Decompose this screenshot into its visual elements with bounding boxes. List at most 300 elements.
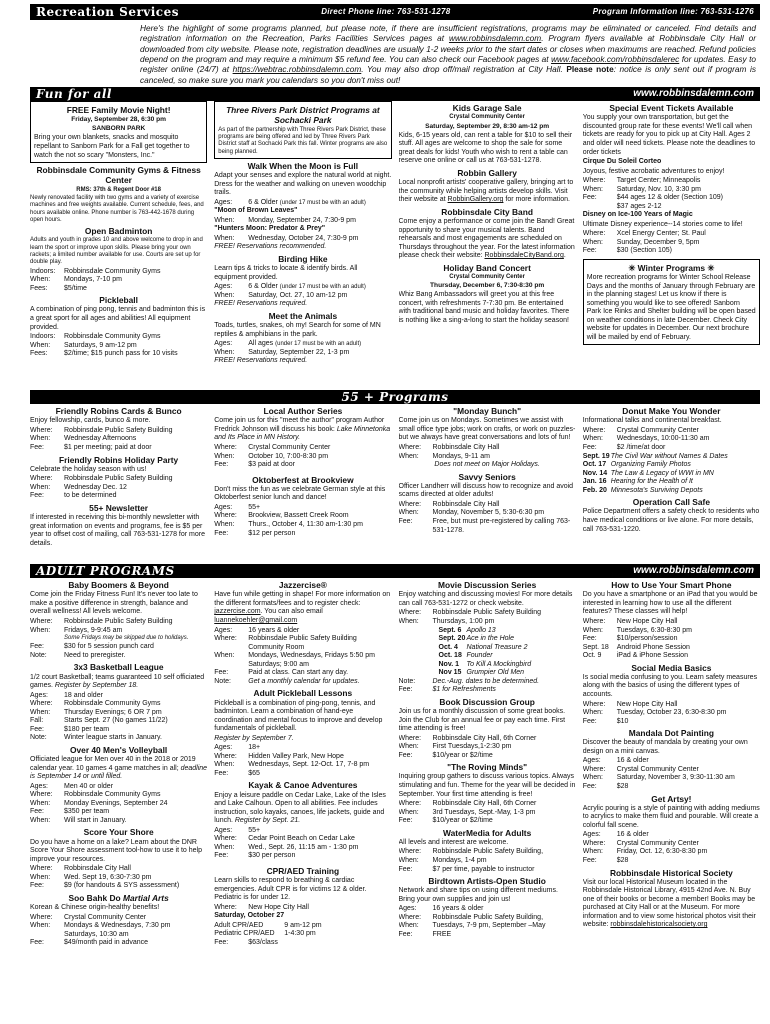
detail-row: Note: Dec.-Aug. dates to be determined. [398,677,540,685]
detail-row: Fee: $180 per team [30,725,110,733]
text: 6 & Older [248,198,278,206]
detail-row: Fee: $30 per person [214,852,296,860]
date-row: Oct. 18 Founder [438,652,493,660]
garage-sale-title: Kids Garage Sale [452,103,522,114]
text: (under 17 must be with an adult) [279,284,366,291]
header-banner [30,4,760,20]
detail-row: Ages: 18 and older [30,691,103,699]
ff-col-1 [30,404,207,564]
text: Baby Boomers & Beyond [68,580,169,591]
detail-row: Saturdays, 10:30 am [64,930,129,938]
detail-row: When: Monday Evenings, September 24 [30,799,168,807]
text: Friday, September 28, 6:30 pm [71,116,167,124]
text: Robbinsdale Historical Society [609,867,733,878]
text: Please note [566,64,614,75]
text: Movie Discussion Series [438,580,537,591]
detail-row: Where: Robbinsdale City Hall [398,500,500,508]
detail-row: Fee: Free, but must pre-registered by calling 763-531-1278. [398,517,571,534]
detail-row: Fee: $28 [582,856,629,864]
adult-programs-banner [30,564,760,578]
text: Saturday, September 22, 1-3 pm [248,348,350,356]
historical-society-link[interactable]: robbinsdalehistoricalsociety.org [610,921,708,929]
detail-rows [399,735,576,761]
date-table [583,453,760,496]
detail-rows [30,865,207,891]
badminton-title: Open Badminton [84,226,153,237]
detail-row: Adult CPR/AED 9 am-12 pm [214,921,322,929]
detail-row: When: Fridays, 9-9:45 am [30,626,123,634]
fun-col-1 [30,101,207,390]
text: Cirque Du Soleil Corteo [582,158,662,166]
detail-rows [30,618,207,635]
text: SANBORN PARK [91,125,146,133]
adult-col-2 [214,578,391,988]
detail-row: Where: Robbinsdale City Hall, 6th Corner [398,734,537,742]
detail-row: When: Tuesdays, 7-9 pm, September –May [398,922,546,930]
detail-row: When: Wednesdays, 10:00-11:30 am [582,435,710,443]
text: 6 & Older [248,283,278,291]
detail-row: Where: New Hope City Hall [214,903,309,911]
movie-night [30,101,207,163]
detail-rows [30,427,207,453]
fun-for-all-banner [30,87,760,101]
detail-row: When: Will start in January. [30,816,127,824]
detail-rows [214,504,391,538]
gyms-title: Robbinsdale Community Gyms & Fitness Center [36,165,201,186]
detail-rows [30,692,207,743]
detail-row: Oct. 9 iPad & iPhone Session [582,652,688,660]
band-title: Robbinsdale City Band [441,206,533,217]
text: FREE! Reservations recommended. [214,243,327,251]
detail-rows [583,177,760,211]
text: All ages [248,340,274,348]
detail-row: When: 3rd Tuesdays, Sept.-May, 1-3 pm [398,808,536,816]
detail-row: When: Saturdays, 9 am-12 pm [30,341,137,349]
webtrac-link[interactable]: https://webtrac.robbinsdalemn.com [232,64,362,75]
text: Donut Make You Wonder [622,406,721,417]
text: 1/2 court Basketball; teams guaranteed 10 self officiated games. [30,673,205,690]
detail-row: When: Mondays, 1-4 pm [398,856,487,864]
detail-row: Where: Robbinsdale Public Safety Building [214,635,357,643]
detail-rows [399,501,576,535]
text: deadline is September 14 or until filled. [30,764,208,781]
detail-rows [583,644,760,661]
detail-rows [214,922,391,939]
detail-row: When: Saturday, Nov. 10, 3:30 pm [582,185,701,193]
detail-row: Fee: $30 for 5 session punch card [30,643,154,651]
fun-heading: Fun for all [36,86,112,101]
date-row: Nov. 1 To Kill A Mockingbird [438,660,532,668]
detail-row: Where: Robbinsdale Public Safety Building, [398,913,544,921]
animals-title: Meet the Animals [268,310,338,321]
detail-row: Fee: $49/month paid in advance [30,939,149,947]
detail-row: When: Mondays, 7-10 pm [30,276,122,284]
detail-rows [214,904,391,913]
snowflake-icon: ✳ [707,262,715,273]
detail-row: Where: Crystal Community Center [582,765,699,773]
detail-row: Fee: $28 [582,783,629,790]
text: "Monday Bunch" [453,406,522,417]
date-row: Jan. 16 Hearing for the Health of It [582,478,693,486]
text: Joyous, festive acrobatic adventures to enjoy! [582,167,725,175]
text: Saturday, Oct. 27, 10 am-12 pm [248,291,348,299]
text: . You may also drop off/mail registration at City Hall. [361,64,567,75]
text: 55+ Newsletter [89,502,149,513]
fun-url: www.robbinsdalemn.com [633,88,754,100]
text: Thursday, December 6, 7:30-8:30 pm [430,282,545,290]
detail-row: Fee: $350 per team [30,808,110,816]
city-website-link[interactable]: www.robbinsdalemn.com [448,33,542,44]
detail-row: Fall: Starts Sept. 27 (No games 11/22) [30,717,168,725]
detail-row: Fee: $10/person/session [582,635,678,643]
detail-row: $37 ages 2-12 [616,202,662,210]
text: Register by September 7. [214,734,294,742]
detail-row: Fee: FREE [398,930,452,938]
ff-col-4 [583,404,760,564]
date-table [399,627,576,678]
detail-row: Fee: $30 (Section 105) [582,247,673,255]
detail-row: Fee: $1 per meeting; paid at door [30,444,152,451]
detail-row: Fee: Paid at class. Can start any day. [214,669,349,677]
text: Oktoberfest at Brookview [252,474,354,485]
text: Register by September 18. [54,682,139,690]
text: Toads, turtles, snakes, oh my! Search for some of MN reptiles & amphibians in the park. [214,322,381,338]
text: Celebrate the holiday season with us! [30,465,147,473]
special-events-title: Special Event Tickets Available [609,103,734,114]
ff-col-3 [399,404,576,564]
text: You supply your own transportation, but get the discounted group rate for these events! We'll call when tickets are ready for you to pick up at City Hall. Ages 2 and older will need tickets. Please note the deadlines to order tickets [582,114,756,156]
detail-rows [399,609,576,626]
detail-row: Note: Need to preregister. [30,651,126,659]
text: Visit our local Historical Museum located in the Robbinsdale Historical Library, 4915 42nd Ave. N. Buy one of their books or become a member! Books may be purchased at City Hall or at the Museum. For more information and to view some historical photos visit their website: [582,878,756,929]
detail-row: Where: Robbinsdale City Hall, 6th Corner [398,800,537,808]
text: Soo Bahk Do [68,892,121,903]
text: Adapt your senses and explore the natural world at night. Dress for the weather and walking on uneven woodchip trails. [214,172,392,197]
detail-rows [399,444,576,461]
detail-row: Fee: $65 [214,769,260,777]
detail-row: When: Mondays, Wednesdays, Fridays 5:50 pm [214,652,375,660]
date-row: Nov 15 Grumpier Old Men [438,669,525,677]
detail-row: When: Monday, November 5, 5:30-6:30 pm [398,509,545,517]
text: RMS: 37th & Regent Door #18 [76,186,161,193]
text: Officiated league for Men over 40 in the 2018 or 2019 calendar year. 10 games 4 game matches in all; [30,756,196,772]
detail-row: Community Room [248,643,305,651]
detail-row: Fee: $10 [582,717,629,725]
detail-row: Indoors: Robbinsdale Community Gyms [30,333,161,341]
detail-row: Where: Crystal Community Center [30,913,147,921]
detail-row: Where: Robbinsdale City Hall [398,444,500,451]
text: More recreation programs for Winter School Release Days and the months of January through February are in the planning stages! Let us know if there is something you would like to see offered! Sanborn Park Ice Rinks and Shelter building will be open based on weather conditions in late December. Check City website for updates in December. Our next brochure will be mailed by end of February. [586,274,756,341]
text: Get a monthly calendar for updates. [248,677,360,685]
text: Lake Minnetonka and Its Place in MN History. [214,425,391,442]
text: Mandala Dot Painting [628,728,714,739]
detail-row: Ages: Men 40 or older [30,782,114,790]
detail-rows [583,757,760,791]
text: Does not meet on Major Holidays. [434,461,540,469]
detail-row: When: Sunday, December 9, 5pm [582,238,700,246]
detail-row: When: Tuesdays, 6:30-8:30 pm [582,626,692,634]
text: WaterMedia for Adults [442,827,532,838]
date-row: Oct. 4 National Treasure 2 [438,643,528,651]
text: FREE! Reservations required. [214,357,308,365]
text: If interested in receiving this bi-monthly newsletter with great information on events and programs, fee is $5 per year to offset cost of mailing, call 763-531-1278 for more details. [30,514,205,547]
ff-col-2 [214,404,391,564]
date-row: Oct. 17 Organizing Family Photos [582,461,691,469]
text: Newly renovated facility with two gyms and a variety of exercise machines and free weights available. Current schedule, fees, and hours available online. Phone number is 763-442-1678 during open hours. [30,194,204,223]
text: for updates. Easy to register online (24/7) at [140,54,756,75]
text: Monday, September 24, 7:30-9 pm [248,216,356,224]
band-link[interactable]: RobbinsdaleCityBand.org [484,252,564,260]
jazzercise-link[interactable]: jazzercise.com [214,608,261,616]
direct-phone: Direct Phone line: 763-531-1278 [321,7,451,17]
text: Winter Programs [637,262,706,273]
text: As part of the partnership with Three Rivers Park District, these programs are being offered and led by Three Rivers Park District staff at Sochacki Park this fall. Winter programs are also being planned. [218,126,388,155]
adult-col-1 [30,578,207,988]
text: FREE Family Movie Night! [66,105,171,116]
text: "Hunters Moon: Predator & Prey" [214,225,326,233]
text: . Program flyers available at Robbinsdale City Hall or downloaded from city website. Please note, registration deadlines are usually 1-2 weeks prior to the start dates or closes when maximums are reached. Refund policies depend on the program and may require a minimum $5 refund fee. You can also check our Facebook pages at [140,33,756,65]
detail-row: When: Wed. Sept 19, 6:30-7:30 pm [30,873,152,881]
detail-row: When: First Tuesdays,1-2:30 pm [398,743,512,751]
text: Inquiring group gathers to discuss various topics. Always stimulating and fun. Theme for the year will be decided in September. Your first time attending is free! [398,773,576,798]
gallery-link[interactable]: RobbinGallery.org [447,196,504,204]
detail-row: Where: Robbinsdale Public Safety Building [30,618,173,625]
detail-rows [583,618,760,644]
text: Here's the highlight of some programs planned, but please note, if there are insufficient registrations, programs may be eliminated or canceled. Find details and registration information on the Recreation, Parks Facilities Services pages at [140,23,756,44]
adult-col-3 [399,578,576,988]
text: Saturday, September 29, 8:30 am-12 pm [425,122,550,130]
detail-rows [399,678,576,695]
detail-row: When: Mondays & Wednesdays, 7:30 pm [30,922,171,930]
detail-row: When: Thurs., October 4, 11:30 am-1:30 pm [214,520,363,528]
detail-row: Ages: 18+ [214,744,261,752]
text: Kayak & Canoe Adventures [248,780,358,791]
text: Friendly Robins Cards & Bunco [55,406,182,417]
detail-row: Fee: $12 per person [214,529,296,537]
detail-row: Where: Crystal Community Center [582,426,699,434]
text: Ultimate Disney experience--14 stories come to life! [582,220,743,228]
fifty-five-section [30,404,760,564]
detail-rows [583,230,760,256]
detail-rows [214,627,391,678]
text: Enjoy fellowship, cards, bunco & more. [30,417,151,425]
detail-row: Where: Xcel Energy Center; St. Paul [582,230,706,238]
text: A combination of ping pong, tennis and badminton this is a great sport for all ages and abilities! All equipment provided. [30,306,206,331]
fun-col-3 [399,101,576,390]
text: Local nonprofit artists' cooperative gallery, bringing art to the community while helping artists develop skills. Visit their website at [398,179,574,204]
text: Score Your Shore [83,827,154,838]
text: Book Discussion Group [439,696,535,707]
detail-rows [214,827,391,861]
text: (under 17 must be with an adult) [279,199,366,206]
detail-row: Fee: $63/class [214,938,278,946]
detail-row: Fee: to be determined [30,492,117,500]
text: Adults and youth in grades 10 and above welcome to drop in and learn the sport or improve upon skills. Please bring your own rackets; a limited number available for use. Courts are set up for double play. [30,237,203,266]
three-rivers [214,101,391,159]
detail-row: Where: Cedar Point Beach on Cedar Lake [214,835,355,843]
detail-row: Ages: 55+ [214,826,261,834]
detail-row: Fee: $3 paid at door [214,461,295,469]
detail-row: Ages: 16 years & older [214,626,300,634]
detail-row: Where: Target Center; Minneapolis [582,177,701,185]
fifty-five-banner [30,390,760,404]
text: All levels and interest are welcome. [398,838,509,846]
detail-rows [399,800,576,826]
text: FREE! Reservations required. [214,300,308,308]
text: Some Fridays may be skipped due to holidays. [64,635,189,642]
banner-title: Recreation Services [36,4,180,19]
detail-row: Indoors: Robbinsdale Community Gyms [30,267,161,275]
fun-col-2: Three Rivers Park District Programs at Sochacki Park As part of the partnership with Three Rivers Park District, these programs are being offered and led by Three Rivers Park District staff at Sochacki Park this fall. Winter programs are also being planned. Walk When the Moon is Full Adapt your senses and explore the natural world at night. Dress for the weather and walking on uneven woodchip trails. Ages: 6 & Older (under 17 must be with an adult) "Moon of Brown Leaves" When: Monday, September 24, 7:30-9 pm "Hunters Moon: Predator & Prey" When: Wednesday, October 24, 7:30-9 pm FREE! Reservations recommended. Birding Hike Learn tips & tricks to locate & identify birds. All equipment provided. Ages: 6 & Older (under 17 must be with an adult) When: Saturday, Oct. 27, 10 am-12 pm FREE! Reservations required. Meet the Animals Toads, turtles, snakes, oh my! Search for some of MN reptiles & amphibians in the park. Ages: All ages (under 17 must be with an adult) When: Saturday, September 22, 1-3 pm FREE! Reservations required. [214,101,391,390]
detail-rows [583,427,760,453]
detail-rows [214,939,391,948]
text: Disney on Ice-100 Years of Magic [582,211,693,219]
detail-row: When: Tuesday, October 23, 6:30-8:30 pm [582,709,727,717]
text: Social Media Basics [631,662,712,673]
text: . You can also email [260,608,323,616]
detail-row: Where: Robbinsdale City Hall [30,865,131,873]
text: Adult Pickleball Lessons [253,688,353,699]
detail-row: Where: Hidden Valley Park, New Hope [214,752,344,760]
text: : notice is only sent out if program is canceled, so make sure you mark you calendars so you don't miss out! [140,64,756,85]
text: Operation Call Safe [632,497,710,508]
detail-row: Pediatric CPR/AED 1-4:30 pm [214,930,316,938]
detail-row: Saturdays; 9:00 am [248,660,309,668]
text: Birdtown Artists-Open Studio [428,876,546,887]
text: "The Roving Minds" [447,762,528,773]
detail-row: Fees: $2/time; $15 punch pass for 10 visits [30,350,178,358]
detail-row: Ages: 16 & older [582,831,649,839]
text: Enjoy watching and discussing movies! For more details can call 763-531-1272 or check website. [398,591,573,607]
detail-row: When: Wed., Sept. 26, 11:15 am - 1:30 pm [214,843,359,851]
detail-row: Fee: $10/year or $2/time [398,751,493,759]
detail-row: Ages: 16 & older [582,757,649,765]
snowflake-icon: ✳ [628,262,636,273]
detail-row: Fee: $10/year or $2/time [398,817,493,825]
intro-text [30,20,760,87]
detail-row: When: Wednesdays, Sept. 12-Oct. 17, 7-8 pm [214,761,370,769]
text: Learn skills to respond to breathing & cardiac emergencies. Adult CPR is for victims 12 & older. Pediatric is for under 12. [214,877,367,902]
detail-row: When: Wednesday Dec. 12 [30,483,127,491]
detail-row: When: Friday, Oct. 12, 6:30-8:30 pm [582,848,708,856]
detail-rows [30,475,207,501]
text: Police Department offers a safety check to residents who have medical conditions or live alone. For more details, call 763-531-1220. [582,508,760,533]
detail-rows [214,744,391,778]
text: Note: [214,677,231,685]
text: Wednesday, October 24, 7:30-9 pm [248,234,359,242]
text: . [563,252,566,260]
detail-row: Where: New Hope City Hall [582,618,678,625]
text: Is social media confusing to you. Learn safety measures along with the basics of using the different types of accounts. [582,673,758,698]
text: Martial Arts [122,892,169,903]
detail-row: Ages: 55+ [214,503,261,511]
text: Saturday, October 27 [214,912,285,920]
detail-row: When: October 10, 7:00-8:30 pm [214,452,329,460]
text: Friendly Robins Holiday Party [59,454,179,465]
text: "Moon of Brown Leaves" [214,207,298,215]
text: Join us for a monthly discussion of some great books. Join the Club for an annual fee or pay each time. First time attending is free! [398,708,566,733]
facebook-link[interactable]: www.facebook.com/robbinsdalerec [551,54,680,65]
text: Pickleball is a combination of ping-pong, tennis, and badminton. Learn a combination of hand-eye coordination and mental focus to improve and develop fundamentals of pickleball. [214,699,383,733]
adult-section [30,578,760,988]
detail-row: Where: Robbinsdale Community Gyms [30,700,161,708]
text: ADULT PROGRAMS [36,563,175,578]
text: Do you have a smartphone or an iPad that you would be interested in learning how to use all the different features? These classes will help! [582,591,758,616]
detail-rows [399,848,576,874]
date-row: Sept. 6 Apollo 13 [438,626,496,634]
text: Enjoy a leisure paddle on Cedar Lake, Lake of the Isles and Lake Calhoun. Open to all abilities. Fee includes instruction, solo kayaks, canoes, life jackets, guide and lunch. [214,791,386,825]
winter-programs [583,259,760,346]
detail-row: Where: New Hope City Hall [582,700,678,708]
pickleball-title: Pickleball [99,295,138,306]
text: Come join us on Mondays. Sometimes we assist with small office type jobs; work on crafts, or work on puzzles-but we always have great conversations and lots of fun! [398,417,576,442]
detail-row: Fees: $5/time [30,284,87,292]
adult-col-4 [583,578,760,988]
text: Come enjoy a performance or come join the Band! Great opportunity to share your musical talents. Band rehearsals and most engagements are scheduled on Thursdays throughout the year. For the latest information please check their website: [398,217,575,260]
text: CPR/AED Training [266,865,340,876]
detail-row: Sept. 18 Android Phone Session [582,643,690,651]
text: How to Use Your Smart Phone [611,580,732,591]
detail-row: Ages: 16 years & older [398,905,484,913]
text: Whiz Bang Ambassadors will greet you at this free concert, with refreshments 7-7:30 pm. Be entertained with traditional band music and holiday favorites. There is nothing like a sing-a-long to start the holiday season! [398,291,570,324]
date-row: Nov. 14 The Law & Legacy of WWI in MN [582,469,714,477]
detail-row: Fee: $44 ages 12 & older (Section 109) [582,194,723,202]
date-row: Sept. 20 Ace in the Hole [438,635,514,643]
detail-rows [583,701,760,727]
detail-row: Where: Robbinsdale Public Safety Building [30,426,173,434]
detail-rows [583,831,760,865]
date-row: Feb. 20 Minnesota's Surviving Depots [582,486,703,494]
detail-rows [30,643,207,660]
text: Officer Landherr will discuss how to recognize and avoid scams directed at older adults! [398,482,574,499]
detail-row: When: Mondays, 9-11 am [398,452,490,460]
text: Do you have a home on a lake? Learn about the DNR Score Your Shore assessment tool-how to use it to help improve your resources. [30,838,202,863]
detail-row: Where: Brookview, Bassett Creek Room [214,512,349,520]
text: for more information. [503,196,570,204]
email-link[interactable]: luannekoehler@gmail.com [214,617,298,624]
text: Kids, 6-15 years old, can rent a table for $10 to sell their stuff. All ages are welcome to shop the sale for some great deals for kids! Youth who wish to rent a table can reserve one online or call us at 763-531-1278. [398,131,573,165]
text: Korean & Chinese origin-healthy benefits! [30,904,160,912]
text: 3x3 Basketball League [73,662,164,673]
text: Come join us for this "meet the author" program Author Fredrick Johnson will discuss his book: [214,417,385,433]
detail-rows [30,914,207,948]
detail-rows [214,444,391,470]
text: Crystal Community Center [449,114,525,121]
detail-row: Where: Robbinsdale Public Safety Building [30,475,173,483]
detail-row: Fee: $1 for Refreshments [398,686,496,694]
text: Acrylic pouring is a style of painting with adding mediums to acrylics to make them fluid and pourable. Will create a colorful fall scene. [582,804,760,829]
detail-row: When: Wednesday Afternoons [30,435,137,443]
detail-row: Where: Robbinsdale Community Gyms [30,791,161,799]
text: Discover the beauty of mandala by creating your own design on a mini canvas. [582,739,748,755]
text: Informational talks and continental breakfast. [582,417,722,425]
text: www.robbinsdalemn.com [633,565,754,577]
detail-row: Fee: $9 (for handouts & SYS assessment) [30,882,180,890]
moon-walk-title: Walk When the Moon is Full [247,160,359,171]
text: Come join the Friday Fitness Fun! It's never too late to make a positive difference in strength, balance and overall wellness! All levels welcome. [30,591,198,616]
detail-rows [30,333,207,359]
text: Network and share tips on using different mediums. Bring your own supplies and join us! [398,887,558,903]
gallery-title: Robbin Gallery [457,167,517,178]
detail-row: When: Thursday Evenings; 6 OR 7 pm [30,708,162,716]
program-info-phone: Program Information line: 763-531-1276 [592,7,754,17]
text: Crystal Community Center [449,273,525,280]
text: Local Author Series [263,406,343,417]
text: Register by Sept. 21. [234,817,301,825]
text: 55 + Programs [341,389,449,404]
text: Jazzercise® [278,580,327,591]
text: Three Rivers Park District Programs at Sochacki Park [226,105,380,126]
